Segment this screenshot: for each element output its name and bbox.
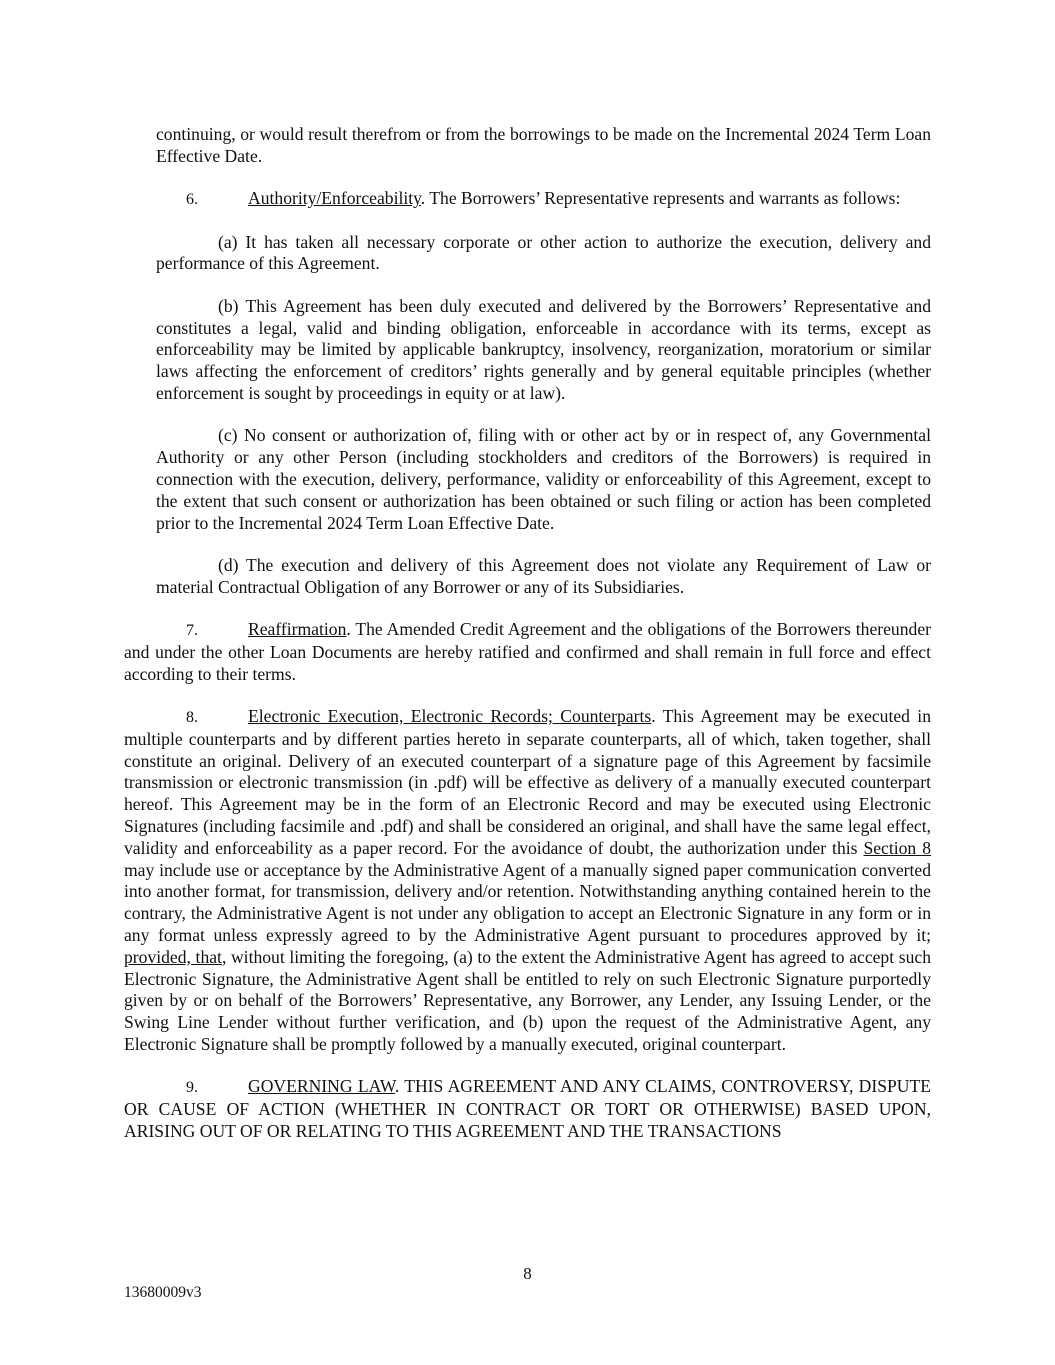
section-6-number: 6. bbox=[186, 191, 198, 209]
section-7-body: . The Amended Credit Agreement and the obligations of the Borrowers thereunder and under the other Loan Documents are hereby ratified and confirmed and shall remain in full force and effect according to their terms. bbox=[124, 619, 931, 684]
section-6-item-a: (a) It has taken all necessary corporate or other action to authorize the execution, delivery and performance of this Agreement. bbox=[156, 231, 931, 274]
section-6-paragraph bbox=[124, 188, 931, 211]
section-8-number: 8. bbox=[186, 709, 198, 727]
section-7-number: 7. bbox=[186, 622, 198, 640]
document-id: 13680009v3 bbox=[124, 1284, 202, 1301]
document-page bbox=[124, 124, 931, 1143]
section-8-body-part1: . This Agreement may be executed in multiple counterparts and by different parties hereto in separate counterparts, all of which, taken together, shall constitute an original. Delivery of an executed counterpart of a signature page of this Agreement by facsimile transmission or electronic transmission (in .pdf) will be effective as delivery of a manually executed counterpart hereof. This Agreement may be in the form of an Electronic Record and may be executed using Electronic Signatures (including facsimile and .pdf) and shall be considered an original, and shall have the same legal effect, validity and enforceability as a paper record. For the avoidance of doubt, the authorization under this bbox=[124, 706, 931, 858]
section-6-intro: . The Borrowers’ Representative represents and warrants as follows: bbox=[420, 188, 901, 209]
section-9-heading: GOVERNING LAW bbox=[248, 1076, 395, 1097]
section-9-body: . THIS AGREEMENT AND ANY CLAIMS, CONTROVERSY, DISPUTE OR CAUSE OF ACTION (WHETHER IN CONTRACT OR TORT OR OTHERWISE) BASED UPON, ARISING OUT OF OR RELATING TO THIS AGREEMENT AND THE TRANSACTIONS bbox=[124, 1076, 931, 1142]
section-9-paragraph bbox=[124, 1076, 931, 1142]
page-number: 8 bbox=[523, 1264, 532, 1283]
section-8-body-part2: may include use or acceptance by the Administrative Agent of a manually signed paper communication converted into another format, for transmission, delivery and/or retention. Notwithstanding anything contained herein to the contrary, the Administrative Agent is not under any obligation to accept an Electronic Signature in any form or in any format unless expressly agreed to by the Administrative Agent pursuant to procedures approved by it; bbox=[124, 859, 931, 946]
section-6-item-c: (c) No consent or authorization of, filing with or other act by or in respect of, any Governmental Authority or any other Person (including stockholders and creditors of the Borrowers) is required in connection with the execution, delivery, performance, validity or enforceability of this Agreement, except to the extent that such consent or authorization has been obtained or such filing or action has been completed prior to the Incremental 2024 Term Loan Effective Date. bbox=[156, 425, 931, 533]
section-7-paragraph bbox=[124, 619, 931, 685]
continuation-paragraph: continuing, or would result therefrom or from the borrowings to be made on the Incremental 2024 Term Loan Effective Date. bbox=[156, 124, 931, 166]
section-8-heading: Electronic Execution, Electronic Records; Counterparts bbox=[248, 706, 652, 727]
section-9-number: 9. bbox=[186, 1079, 198, 1097]
section-8-body-part3: , without limiting the foregoing, (a) to the extent the Administrative Agent has agreed to accept such Electronic Signature, the Administrative Agent shall be entitled to rely on such Electronic Signature purportedly given by or on behalf of the Borrowers’ Representative, any Borrower, any Lender, any Issuing Lender, or the Swing Line Lender without further verification, and (b) upon the request of the Administrative Agent, any Electronic Signature shall be promptly followed by a manually executed, original counterpart. bbox=[124, 946, 931, 1055]
section-8-paragraph bbox=[124, 706, 931, 1056]
section-8-cross-reference: Section 8 bbox=[863, 837, 931, 858]
section-6-item-d: (d) The execution and delivery of this Agreement does not violate any Requirement of Law or material Contractual Obligation of any Borrower or any of its Subsidiaries. bbox=[156, 554, 931, 597]
section-7-heading: Reaffirmation bbox=[248, 619, 347, 640]
section-8-proviso: provided, that bbox=[124, 946, 222, 967]
section-6-item-b: (b) This Agreement has been duly executed and delivered by the Borrowers’ Representative and constitutes a legal, valid and binding obligation, enforceable in accordance with its terms, except as enforceability may be limited by applicable bankruptcy, insolvency, reorganization, moratorium or similar laws affecting the enforcement of creditors’ rights generally and by general equitable principles (whether enforcement is sought by proceedings in equity or at law). bbox=[156, 295, 931, 403]
section-6-heading: Authority/Enforceability bbox=[248, 188, 421, 209]
